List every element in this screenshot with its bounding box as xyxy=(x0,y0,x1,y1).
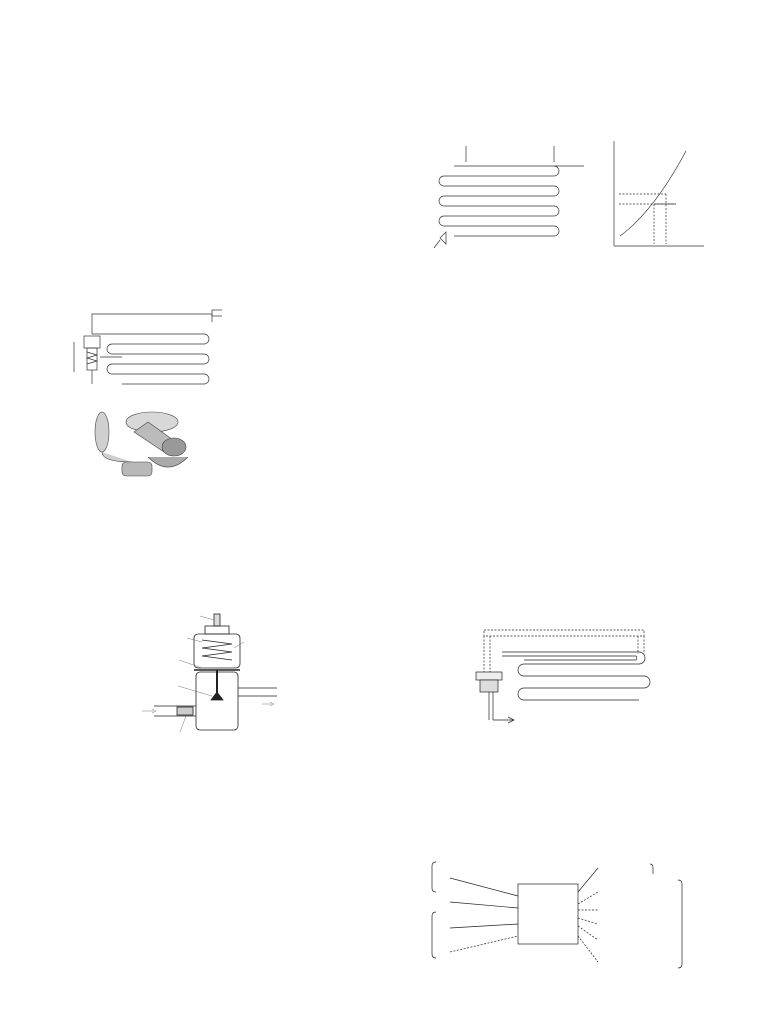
slide-2 xyxy=(414,40,706,260)
exv-controller-diagram xyxy=(414,854,706,1004)
slide-4 xyxy=(414,294,706,504)
teev-diagram xyxy=(414,608,706,748)
list-item xyxy=(98,235,348,247)
list-item xyxy=(98,210,348,222)
slide-7 xyxy=(62,824,354,1024)
axv-diagram xyxy=(62,608,354,748)
txv-diagram xyxy=(62,302,222,502)
slide-1 xyxy=(62,40,354,260)
list-item xyxy=(98,198,348,210)
slide-5 xyxy=(62,584,354,804)
list-item xyxy=(98,223,348,235)
list-item xyxy=(98,247,348,259)
devices-list xyxy=(98,198,348,259)
slide-3 xyxy=(62,282,354,502)
slide-6 xyxy=(414,584,706,804)
superheat-diagram xyxy=(414,136,706,266)
slide-8 xyxy=(414,824,706,1024)
